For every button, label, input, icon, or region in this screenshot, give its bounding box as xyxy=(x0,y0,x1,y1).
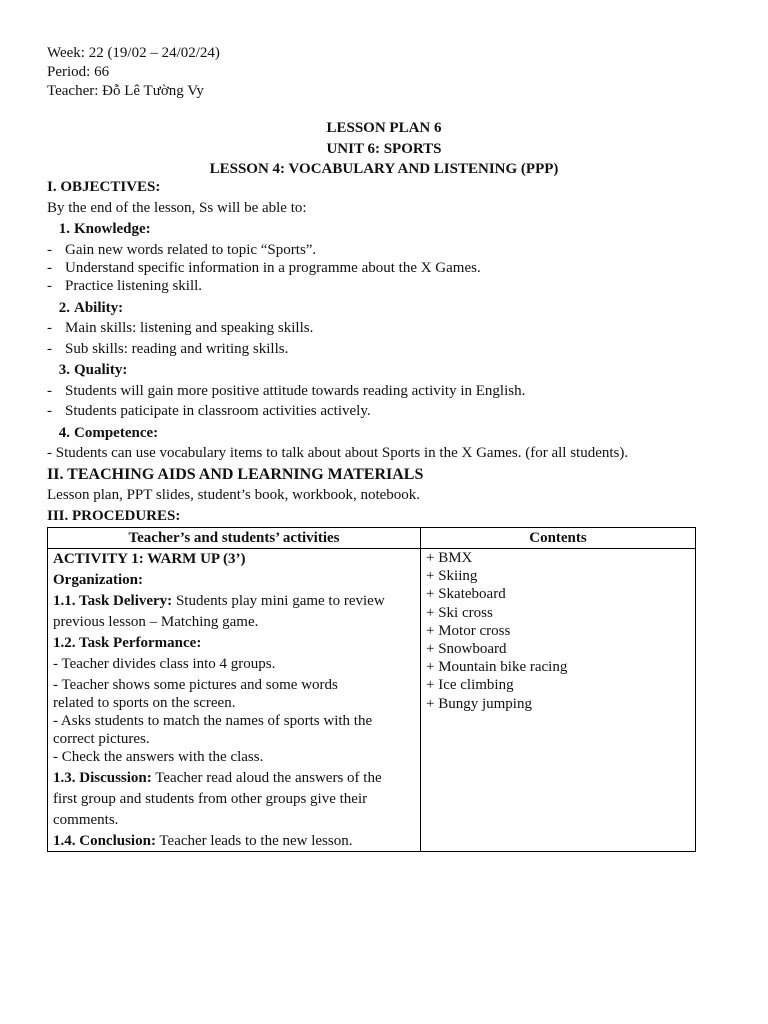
content-item: + Mountain bike racing xyxy=(426,659,568,676)
aids-text: Lesson plan, PPT slides, student’s book, workbook, notebook. xyxy=(47,487,421,503)
content-item: + BMX xyxy=(426,550,473,566)
discussion-cont: comments. xyxy=(53,812,119,828)
lesson-title: LESSON 4: VOCABULARY AND LISTENING (PPP) xyxy=(209,161,559,177)
activity-row xyxy=(48,549,696,852)
objectives-heading: I. OBJECTIVES: xyxy=(47,179,161,195)
conclusion: 1.4. Conclusion: Teacher leads to the new lesson. xyxy=(53,833,353,849)
task-delivery: 1.1. Task Delivery: Students play mini game to review xyxy=(53,593,385,609)
content-item: + Snowboard xyxy=(426,641,507,658)
teacher-line: Teacher: Đỗ Lê Tường Vy xyxy=(47,83,204,99)
document-header xyxy=(47,44,220,101)
competence-text: - Students can use vocabulary items to talk about about Sports in the X Games. (for all students). xyxy=(47,445,629,461)
quality-item: - Students will gain more positive attitude towards reading activity in English. xyxy=(47,383,526,399)
activity-cell xyxy=(48,549,421,852)
performance-line: related to sports on the screen. xyxy=(53,695,236,711)
task-performance-label: 1.2. Task Performance: xyxy=(53,635,202,651)
content-item: + Ski cross xyxy=(426,604,493,621)
document-titles xyxy=(0,118,768,180)
ability-item: - Sub skills: reading and writing skills. xyxy=(47,341,289,357)
task-delivery-cont: previous lesson – Matching game. xyxy=(53,614,259,630)
performance-line: - Teacher shows some pictures and some words xyxy=(53,677,338,693)
plan-title: LESSON PLAN 6 xyxy=(326,120,442,136)
content-item: + Skateboard xyxy=(426,586,506,603)
competence-heading: 4. Competence: xyxy=(58,425,159,441)
unit-title: UNIT 6: SPORTS xyxy=(326,140,442,157)
content-item: + Ice climbing xyxy=(426,677,514,694)
knowledge-item: - Practice listening skill. xyxy=(47,278,203,294)
col-activities-header: Teacher’s and students’ activities xyxy=(48,528,421,549)
performance-line: - Asks students to match the names of sports with the xyxy=(53,713,373,729)
period-line: Period: 66 xyxy=(47,64,110,80)
discussion: 1.3. Discussion: Teacher read aloud the answers of the xyxy=(53,770,382,786)
ability-heading: 2. Ability: xyxy=(58,300,124,316)
aids-heading: II. TEACHING AIDS AND LEARNING MATERIALS xyxy=(47,466,424,483)
week-line: Week: 22 (19/02 – 24/02/24) xyxy=(47,45,220,61)
col-contents-header: Contents xyxy=(421,528,696,549)
performance-line: - Check the answers with the class. xyxy=(53,749,264,765)
performance-line: - Teacher divides class into 4 groups. xyxy=(53,656,276,672)
table-header-row xyxy=(48,528,696,549)
content-item: + Motor cross xyxy=(426,622,511,639)
objectives-intro: By the end of the lesson, Ss will be able to: xyxy=(47,200,307,216)
performance-line: correct pictures. xyxy=(53,731,150,747)
organization-label: Organization: xyxy=(53,572,143,588)
ability-item: - Main skills: listening and speaking skills. xyxy=(47,320,314,336)
contents-cell xyxy=(421,549,696,852)
knowledge-item: - Gain new words related to topic “Sports”. xyxy=(47,242,317,258)
content-item: + Bungy jumping xyxy=(426,695,532,712)
knowledge-item: - Understand specific information in a programme about the X Games. xyxy=(47,260,481,276)
knowledge-heading: 1. Knowledge: xyxy=(58,221,151,237)
discussion-cont: first group and students from other groups give their xyxy=(53,791,368,807)
quality-item: - Students paticipate in classroom activities actively. xyxy=(47,403,371,419)
procedures-table xyxy=(47,527,696,852)
quality-heading: 3. Quality: xyxy=(58,362,128,378)
procedures-heading: III. PROCEDURES: xyxy=(47,508,181,524)
content-item: + Skiing xyxy=(426,568,478,585)
activity-title: ACTIVITY 1: WARM UP (3’) xyxy=(53,551,246,567)
